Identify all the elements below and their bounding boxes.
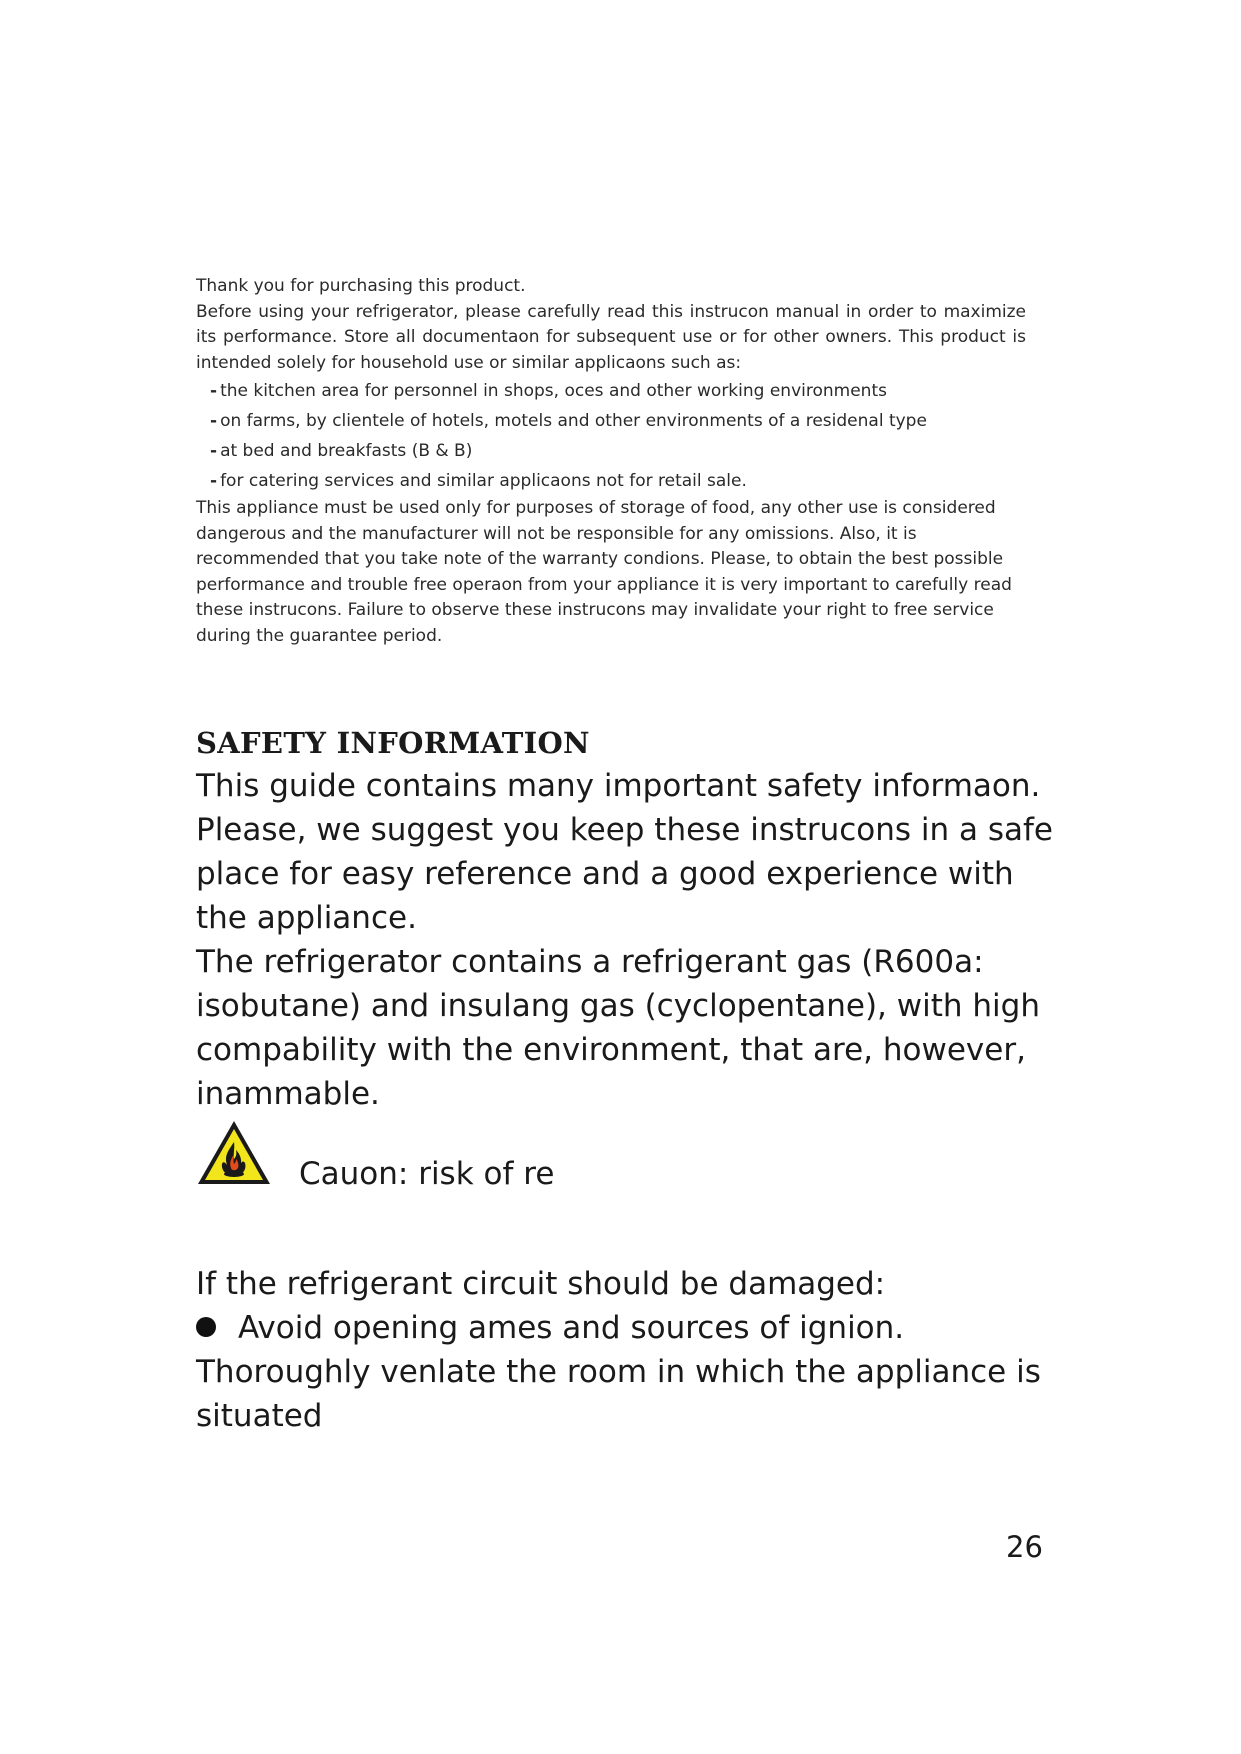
list-item: - for catering services and similar applicaons not for retail sale. (210, 471, 747, 491)
bullet-item (196, 1306, 904, 1350)
usage-list (196, 376, 1026, 496)
intro-paragraph-2: This appliance must be used only for purposes of storage of food, any other use is considered dangerous and the manufacturer will not be responsible for any omissions. Also, it is recommended that you take note of the warranty condions. Please, to obtain the best possible performance and trouble free operaon from your appliance it is very important to carefully read these instrucons. Failure to observe these instrucons may invalidate your right to free service during the guarantee period. (196, 498, 1012, 646)
safety-heading: SAFETY INFORMATION (196, 726, 590, 760)
page-number: 26 (1006, 1530, 1043, 1564)
list-item: - on farms, by clientele of hotels, motels and other environments of a residenal type (210, 411, 927, 431)
fire-warning-icon (195, 1118, 273, 1188)
safety-paragraph-2: The refrigerator contains a refrigerant gas (R600a: isobutane) and insulang gas (cyclopentane), with high compability with the environment, that are, however, inammable. (196, 944, 1040, 1112)
list-item: - at bed and breakfasts (B & B) (210, 441, 473, 461)
intro-thanks: Thank you for purchasing this product. (196, 276, 526, 296)
safety-body (196, 764, 1056, 1116)
intro-section (196, 274, 1026, 649)
ventilate-text: Thoroughly venlate the room in which the appliance is situated (196, 1354, 1041, 1434)
caution-row (195, 1118, 1055, 1198)
circuit-intro: If the refrigerant circuit should be damaged: (196, 1266, 886, 1302)
safety-paragraph-1: This guide contains many important safety informaon. Please, we suggest you keep these instrucons in a safe place for easy reference and a good experience with the appliance. (196, 768, 1053, 936)
bullet-icon (196, 1317, 216, 1337)
bullet-text: Avoid opening ames and sources of ignion. (238, 1310, 905, 1346)
caution-text: Cauon: risk of re (299, 1156, 555, 1192)
list-item: - the kitchen area for personnel in shops, oces and other working environments (210, 381, 887, 401)
intro-paragraph-1: Before using your refrigerator, please carefully read this instrucon manual in order to maximize its performance. Store all documentaon for subsequent use or for other owners. This product is intended solely for household use or similar applicaons such as: (196, 301, 1026, 373)
